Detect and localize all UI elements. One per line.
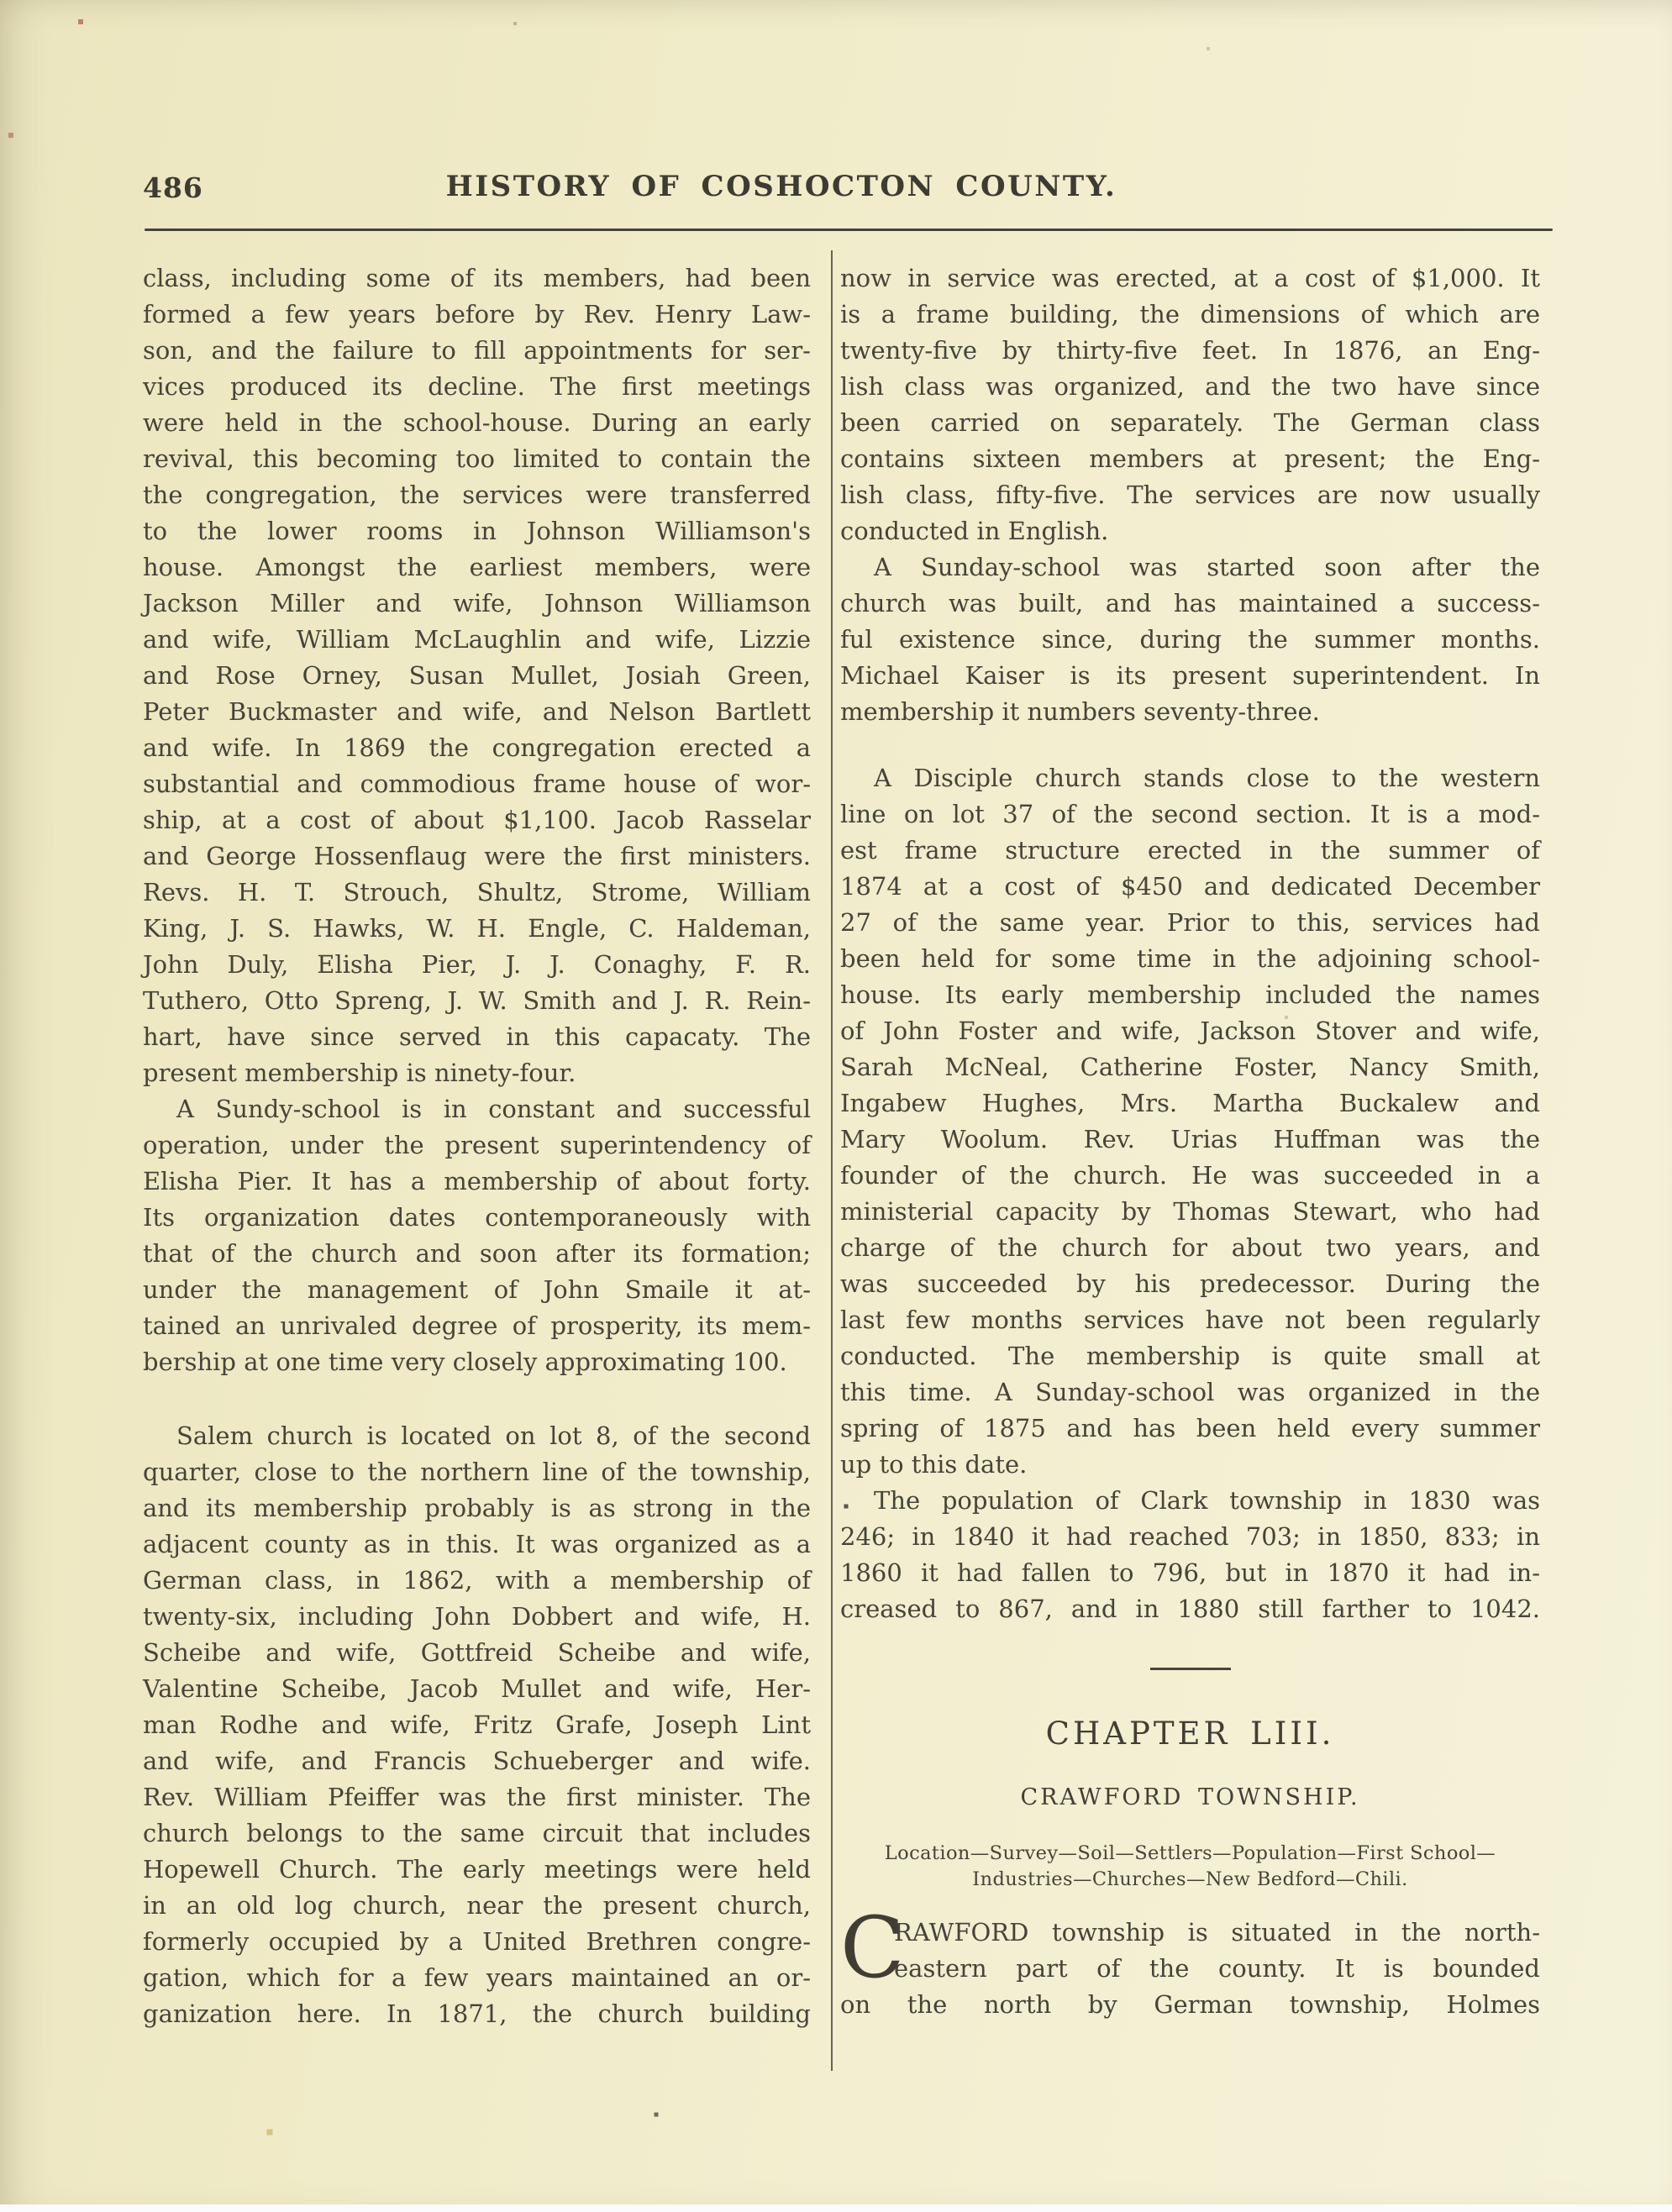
paragraph	[143, 1091, 811, 1380]
text-line: Rev. William Pfeiffer was the first minister. The	[143, 1783, 811, 1811]
text-line: man Rodhe and wife, Fritz Grafe, Joseph Lint	[143, 1710, 811, 1739]
text-line: A Sunday-school was started soon after the	[874, 553, 1540, 581]
text-line: ministerial capacity by Thomas Stewart, who had	[840, 1197, 1540, 1226]
text-line: under the management of John Smaile it at-	[143, 1275, 811, 1304]
text-line: Valentine Scheibe, Jacob Mullet and wife, Her-	[143, 1674, 811, 1703]
text-line: ganization here. In 1871, the church building	[143, 1999, 811, 2028]
text-line: been held for some time in the adjoining school-	[840, 944, 1540, 973]
text-line: bership at one time very closely approximating 100.	[143, 1348, 787, 1376]
text-line: est frame structure erected in the summer of	[840, 836, 1540, 864]
text-line: in an old log church, near the present church,	[143, 1891, 811, 1920]
text-line: ship, at a cost of about $1,100. Jacob Rasselar	[143, 806, 811, 834]
text-line: 1860 it had fallen to 796, but in 1870 it had in-	[840, 1558, 1540, 1587]
text-line: tained an unrivaled degree of prosperity, its mem-	[143, 1311, 811, 1340]
left-column	[143, 260, 811, 2032]
text-line: lish class was organized, and the two have since	[840, 372, 1540, 401]
text-line: twenty-six, including John Dobbert and wife, H.	[143, 1602, 811, 1631]
text-line: conducted in English.	[840, 517, 1109, 545]
text-line: Michael Kaiser is its present superintendent. In	[840, 661, 1540, 690]
text-line: and its membership probably is as strong in the	[143, 1494, 811, 1522]
text-line: now in service was erected, at a cost of $1,000. It	[840, 264, 1540, 292]
text-line: Peter Buckmaster and wife, and Nelson Bartlett	[143, 697, 811, 726]
text-line: Hopewell Church. The early meetings were held	[143, 1855, 811, 1884]
text-line: 27 of the same year. Prior to this, services had	[840, 908, 1540, 937]
chapter-contents-line: Location—Survey—Soil—Settlers—Population—First School—	[884, 1842, 1496, 1864]
text-line: vices produced its decline. The first meetings	[143, 372, 811, 401]
paragraph	[840, 1483, 1540, 1627]
scan-bottom-edge	[0, 2204, 1672, 2212]
text-line: up to this date.	[840, 1450, 1028, 1479]
paragraph	[143, 260, 811, 1091]
chapter-contents-line: Industries—Churches—New Bedford—Chili.	[972, 1868, 1408, 1890]
text-line: last few months services have not been regularly	[840, 1306, 1540, 1334]
text-line: membership it numbers seventy-three.	[840, 697, 1320, 726]
text-line: King, J. S. Hawks, W. H. Engle, C. Haldeman,	[143, 914, 811, 943]
section-divider-rule	[1150, 1668, 1231, 1670]
text-line: substantial and commodious frame house of wor-	[143, 770, 811, 798]
text-line: twenty-five by thirty-five feet. In 1876, an Eng-	[840, 336, 1540, 365]
text-line: charge of the church for about two years, and	[840, 1233, 1540, 1262]
text-line: house. Amongst the earliest members, were	[143, 553, 811, 581]
paragraph	[840, 549, 1540, 730]
text-line: church belongs to the same circuit that includes	[143, 1819, 811, 1847]
text-line: lish class, fifty-five. The services are now usually	[840, 481, 1540, 509]
text-line: Mary Woolum. Rev. Urias Huffman was the	[840, 1125, 1540, 1153]
text-line: The population of Clark township in 1830 was	[874, 1486, 1540, 1515]
text-line: and Rose Orney, Susan Mullet, Josiah Green,	[143, 661, 811, 690]
text-line: Salem church is located on lot 8, of the second	[176, 1421, 811, 1450]
text-line: Ingabew Hughes, Mrs. Martha Buckalew and	[840, 1089, 1540, 1117]
text-line: hart, have since served in this capacaty. The	[143, 1022, 811, 1051]
text-line: adjacent county as in this. It was organized as a	[143, 1530, 811, 1558]
text-line: class, including some of its members, had been	[143, 264, 811, 292]
text-line: contains sixteen members at present; the Eng-	[840, 444, 1540, 473]
text-line: is a frame building, the dimensions of which are	[840, 300, 1540, 328]
text-line: formed a few years before by Rev. Henry Law-	[143, 300, 811, 328]
text-line: gation, which for a few years maintained an or-	[143, 1963, 811, 1992]
text-line: church was built, and has maintained a success-	[840, 589, 1540, 617]
section-heading: CRAWFORD TOWNSHIP.	[1020, 1784, 1360, 1810]
text-line: German class, in 1862, with a membership of	[143, 1566, 811, 1595]
text-line: conducted. The membership is quite small at	[840, 1342, 1540, 1370]
text-line: formerly occupied by a United Brethren congre-	[143, 1927, 811, 1956]
text-line: on the north by German township, Holmes	[840, 1990, 1540, 2019]
text-line: creased to 867, and in 1880 still farther to 1042.	[840, 1595, 1540, 1623]
text-line: Elisha Pier. It has a membership of about forty.	[143, 1167, 811, 1195]
text-line: operation, under the present superintendency of	[143, 1131, 811, 1159]
header-rule	[145, 229, 1553, 231]
text-line: RAWFORD township is situated in the north-	[894, 1918, 1540, 1947]
text-line: and George Hossenflaug were the first ministers.	[143, 842, 811, 870]
text-line: Jackson Miller and wife, Johnson Williamson	[143, 589, 811, 617]
text-line: Tuthero, Otto Spreng, J. W. Smith and J. R. Rein-	[143, 986, 811, 1015]
paragraph-spacer	[143, 1380, 811, 1418]
paragraph	[840, 260, 1540, 549]
text-line: of John Foster and wife, Jackson Stover and wife,	[840, 1017, 1540, 1045]
text-line: revival, this becoming too limited to contain the	[143, 444, 811, 473]
drop-cap-letter: C	[840, 1899, 905, 1997]
text-line: Revs. H. T. Strouch, Shultz, Strome, William	[143, 878, 811, 906]
text-line: present membership is ninety-four.	[143, 1059, 576, 1087]
text-line: that of the church and soon after its formation;	[143, 1239, 811, 1268]
text-line: Sarah McNeal, Catherine Foster, Nancy Smith,	[840, 1053, 1540, 1081]
text-line: Scheibe and wife, Gottfreid Scheibe and wife,	[143, 1638, 811, 1667]
text-line: house. Its early membership included the names	[840, 980, 1540, 1009]
text-line: and wife, and Francis Schueberger and wife.	[143, 1747, 811, 1775]
text-line: this time. A Sunday-school was organized in the	[840, 1378, 1540, 1406]
text-line: 1874 at a cost of $450 and dedicated December	[840, 872, 1540, 901]
chapter-contents	[840, 1841, 1540, 1893]
text-line: A Disciple church stands close to the western	[874, 764, 1540, 792]
text-line: line on lot 37 of the second section. It is a mod-	[840, 800, 1540, 828]
right-column	[840, 260, 1540, 2023]
paragraph	[143, 1418, 811, 2032]
scan-specks	[0, 0, 2, 2]
page-number: 486	[143, 171, 203, 204]
text-line: ful existence since, during the summer months.	[840, 625, 1540, 654]
text-line: been carried on separately. The German class	[840, 408, 1540, 437]
text-line: and wife, William McLaughlin and wife, Lizzie	[143, 625, 811, 654]
text-line: Its organization dates contemporaneously with	[143, 1203, 811, 1232]
text-line: spring of 1875 and has been held every summer	[840, 1414, 1540, 1442]
paragraph	[840, 760, 1540, 1483]
text-line: 246; in 1840 it had reached 703; in 1850, 833; in	[840, 1522, 1540, 1551]
text-line: the congregation, the services were transferred	[143, 481, 811, 509]
text-line: and wife. In 1869 the congregation erected a	[143, 733, 811, 762]
text-line: was succeeded by his predecessor. During the	[840, 1269, 1540, 1298]
paragraph	[840, 1899, 1540, 2023]
chapter-heading: CHAPTER LIII.	[1045, 1715, 1335, 1752]
text-line: son, and the failure to fill appointments for ser-	[143, 336, 811, 365]
running-header-title: HISTORY OF COSHOCTON COUNTY.	[445, 170, 1117, 203]
paragraph-spacer	[840, 730, 1540, 760]
text-line: A Sundy-school is in constant and successful	[176, 1095, 811, 1123]
column-divider-rule	[831, 250, 833, 2071]
text-line: eastern part of the county. It is bounded	[894, 1954, 1540, 1983]
text-line: to the lower rooms in Johnson Williamson's	[143, 517, 811, 545]
text-line: founder of the church. He was succeeded in a	[840, 1161, 1540, 1190]
text-line: John Duly, Elisha Pier, J. J. Conaghy, F. R.	[143, 950, 811, 979]
text-line: quarter, close to the northern line of the township,	[143, 1458, 811, 1486]
text-line: were held in the school-house. During an early	[143, 408, 811, 437]
